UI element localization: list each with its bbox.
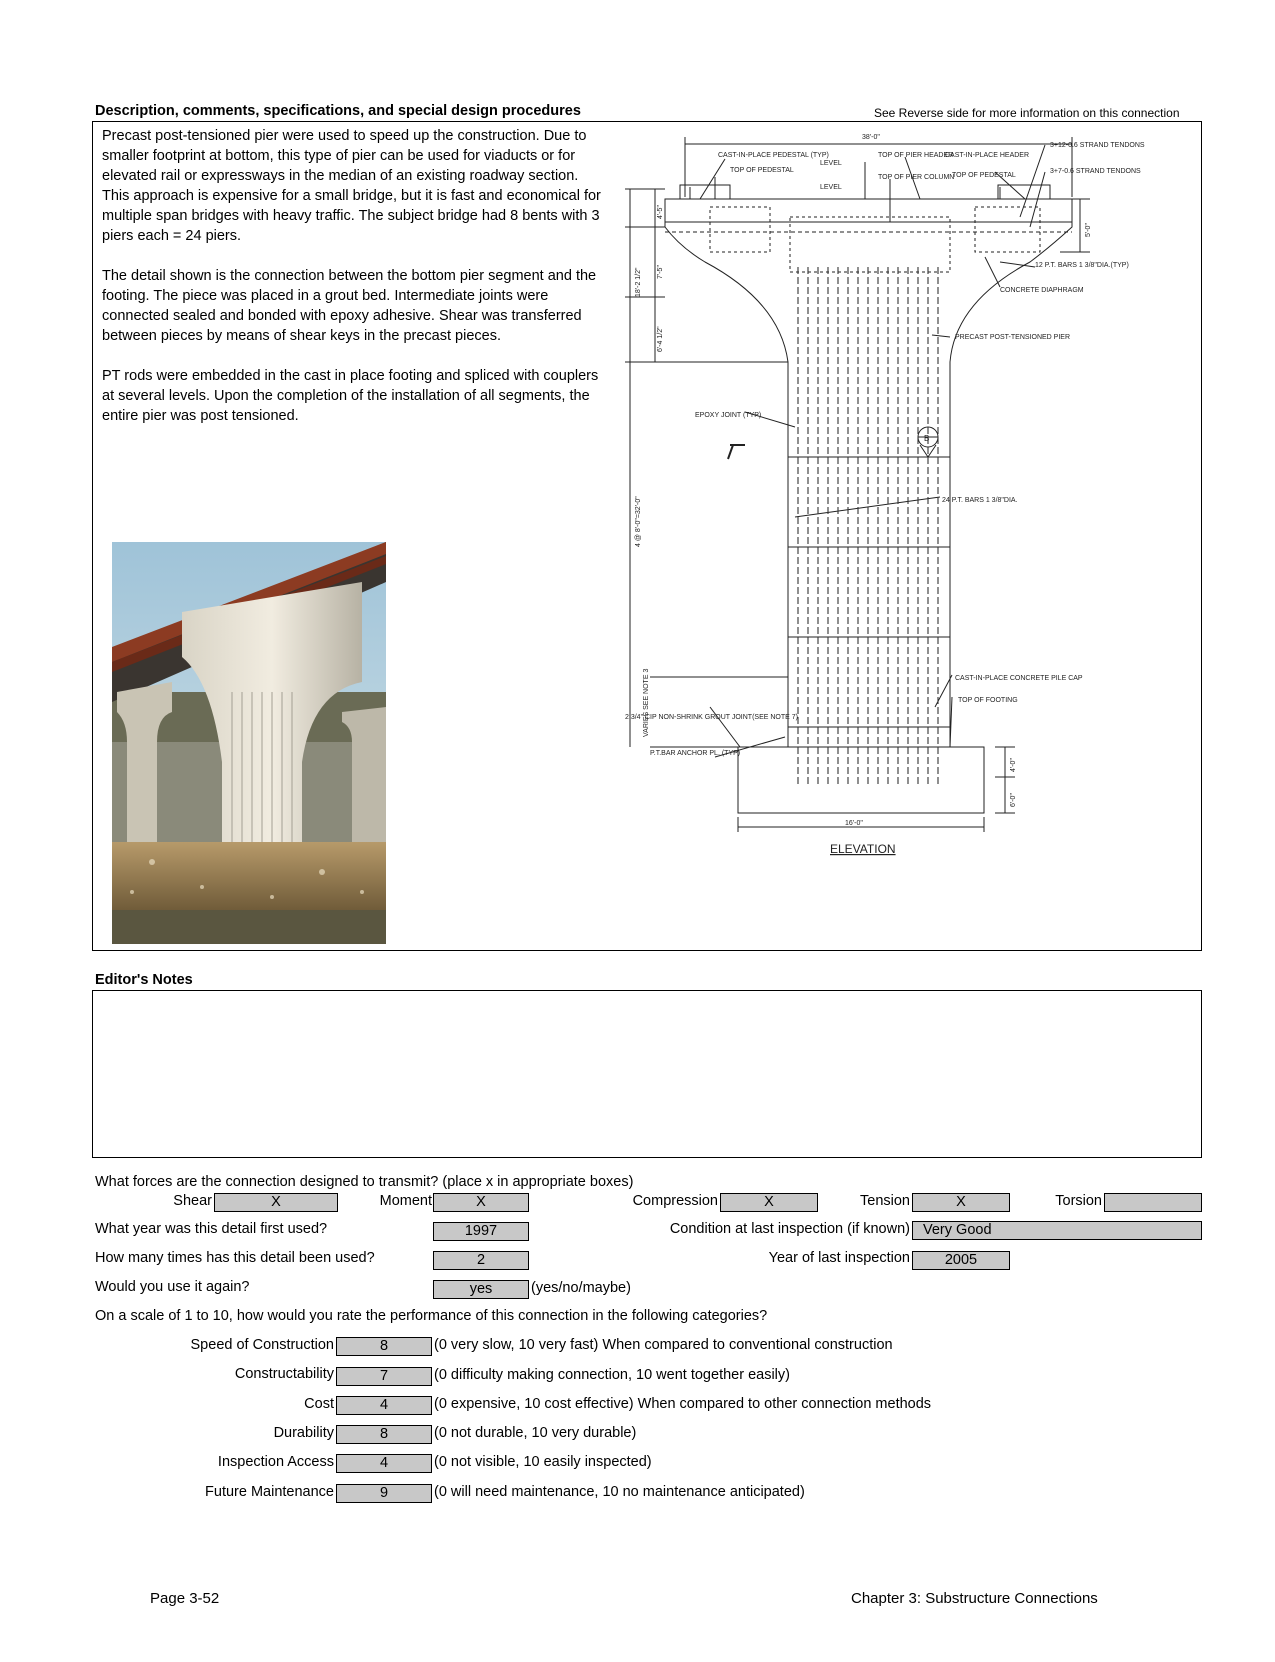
- rating-field[interactable]: 4: [336, 1396, 432, 1415]
- pier-photo: [112, 542, 386, 944]
- dim-6-4: 6'-4 1/2": [657, 326, 664, 352]
- rating-field[interactable]: 8: [336, 1425, 432, 1444]
- callout-pt-bars-mid: 24 P.T. BARS 1 3/8"DIA.: [942, 497, 1018, 504]
- dim-5-0: 5'-0": [1085, 223, 1092, 237]
- callout-diaphragm: CONCRETE DIAPHRAGM: [1000, 287, 1084, 294]
- torsion-label: Torsion: [1055, 1193, 1102, 1209]
- callout-epoxy-joint: EPOXY JOINT (TYP): [695, 412, 762, 419]
- ratings-question: On a scale of 1 to 10, how would you rate the performance of this connection in the following categories?: [95, 1308, 768, 1324]
- callout-top-pier-header: TOP OF PIER HEADER: [878, 152, 954, 159]
- dim-total: 18'-2 1/2": [635, 267, 642, 297]
- callout-top-pier-column: TOP OF PIER COLUMN: [878, 174, 955, 181]
- dim-width-footing: 16'-0": [845, 820, 863, 827]
- last-inspection-field[interactable]: 2005: [912, 1251, 1010, 1270]
- callout-pile-cap: CAST-IN-PLACE CONCRETE PILE CAP: [955, 675, 1083, 682]
- callout-cip-header: CAST-IN-PLACE HEADER: [945, 152, 1030, 159]
- page-number: Page 3-52: [150, 1590, 220, 1607]
- callout-grout: 2 3/4" CIP NON-SHRINK GROUT JOINT(SEE NOTE 7): [625, 714, 798, 721]
- rating-field[interactable]: 8: [336, 1337, 432, 1356]
- moment-field[interactable]: X: [433, 1193, 529, 1212]
- reverse-note: See Reverse side for more information on this connection: [874, 106, 1180, 120]
- callout-strand2: 3+7-0.6 STRAND TENDONS: [1050, 168, 1141, 175]
- reuse-field[interactable]: yes: [433, 1280, 529, 1299]
- rating-field[interactable]: 7: [336, 1367, 432, 1386]
- shear-label: Shear: [173, 1193, 212, 1209]
- dim-7-5: 7'-5": [657, 265, 664, 279]
- shear-field[interactable]: X: [214, 1193, 338, 1212]
- rating-field[interactable]: 9: [336, 1484, 432, 1503]
- rating-note: (0 difficulty making connection, 10 went together easily): [434, 1367, 790, 1383]
- callout-strand1: 3+12-0.6 STRAND TENDONS: [1050, 142, 1145, 149]
- rating-label: Inspection Access: [217, 1454, 334, 1470]
- editors-notes-box[interactable]: [92, 990, 1202, 1158]
- rating-label: Speed of Construction: [190, 1337, 334, 1353]
- condition-question: Condition at last inspection (if known): [669, 1221, 910, 1237]
- callout-top-pedestal: TOP OF PEDESTAL: [730, 167, 794, 174]
- rating-label: Constructability: [234, 1366, 334, 1382]
- reuse-hint: (yes/no/maybe): [531, 1280, 631, 1296]
- moment-label: Moment: [379, 1193, 432, 1209]
- year-question: What year was this detail first used?: [95, 1221, 328, 1237]
- compression-label: Compression: [632, 1193, 718, 1209]
- year-field[interactable]: 1997: [433, 1222, 529, 1241]
- elevation-drawing: [620, 127, 1195, 857]
- description-text: [102, 126, 607, 446]
- dim-4-5: 4'-5": [657, 205, 664, 219]
- chapter-title: Chapter 3: Substructure Connections: [851, 1590, 1098, 1607]
- forces-question: What forces are the connection designed to transmit? (place x in appropriate boxes): [95, 1174, 634, 1190]
- callout-cip-pedestal: CAST-IN-PLACE PEDESTAL (TYP): [718, 152, 829, 159]
- rating-label: Cost: [304, 1396, 334, 1412]
- dim-segments: 4 @ 8'-0"=32'-0": [635, 496, 642, 547]
- dim-6-0: 6'-0": [1010, 793, 1017, 807]
- description-paragraph: PT rods were embedded in the cast in place footing and spliced with couplers at several levels. Upon the completion of the installation of all segments, the entire pier was post tensioned.: [102, 368, 599, 424]
- times-question: How many times has this detail been used?: [95, 1250, 375, 1266]
- description-paragraph: Precast post-tensioned pier were used to speed up the construction. Due to smaller footprint at bottom, this type of pier can be used for viaducts or for elevated rail or expressways in the median of an existing roadway section. This approach is expensive for a small bridge, but it is fast and economical for multiple span bridges with heavy traffic. The subject bridge had 8 bents with 3 piers each = 24 piers.: [102, 128, 601, 244]
- condition-field[interactable]: Very Good: [912, 1221, 1202, 1240]
- rating-note: (0 not durable, 10 very durable): [434, 1425, 637, 1441]
- reuse-question: Would you use it again?: [95, 1279, 250, 1295]
- callout-top-pedestal-right: TOP OF PEDESTAL: [952, 172, 1016, 179]
- section-title: Description, comments, specifications, and special design procedures: [95, 103, 581, 119]
- callout-top-footing: TOP OF FOOTING: [958, 697, 1018, 704]
- tension-field[interactable]: X: [912, 1193, 1010, 1212]
- rating-note: (0 not visible, 10 easily inspected): [434, 1454, 652, 1470]
- rating-note: (0 will need maintenance, 10 no maintenance anticipated): [434, 1484, 805, 1500]
- callout-level: LEVEL: [820, 160, 842, 167]
- tension-label: Tension: [860, 1193, 910, 1209]
- callout-pt-bars-top: 12 P.T. BARS 1 3/8"DIA.(TYP): [1035, 262, 1129, 269]
- drawing-title: ELEVATION: [830, 842, 896, 856]
- rating-label: Future Maintenance: [205, 1484, 334, 1500]
- callout-precast-pier: PRECAST POST-TENSIONED PIER: [955, 334, 1071, 341]
- last-inspection-question: Year of last inspection: [768, 1250, 910, 1266]
- rating-field[interactable]: 4: [336, 1454, 432, 1473]
- rating-note: (0 very slow, 10 very fast) When compared to conventional construction: [434, 1337, 893, 1353]
- compression-field[interactable]: X: [720, 1193, 818, 1212]
- dim-4-0: 4'-0": [1010, 758, 1017, 772]
- dim-width-top: 38'-0": [862, 134, 880, 141]
- section-mark: B: [924, 434, 930, 443]
- editors-notes-label: Editor's Notes: [95, 972, 193, 988]
- torsion-field[interactable]: [1104, 1193, 1202, 1212]
- rating-label: Durability: [273, 1425, 334, 1441]
- rating-note: (0 expensive, 10 cost effective) When compared to other connection methods: [434, 1396, 932, 1412]
- times-field[interactable]: 2: [433, 1251, 529, 1270]
- description-paragraph: The detail shown is the connection between the bottom pier segment and the footing. The piece was placed in a grout bed. Intermediate joints were connected sealed and bonded with epoxy adhesive. Shear was transferred between pieces by means of shear keys in the precast pieces.: [102, 268, 597, 344]
- callout-anchor: P.T.BAR ANCHOR PL. (TYP): [650, 750, 741, 757]
- callout-level: LEVEL: [820, 184, 842, 191]
- dim-varies: VARIES SEE NOTE 3: [643, 668, 650, 737]
